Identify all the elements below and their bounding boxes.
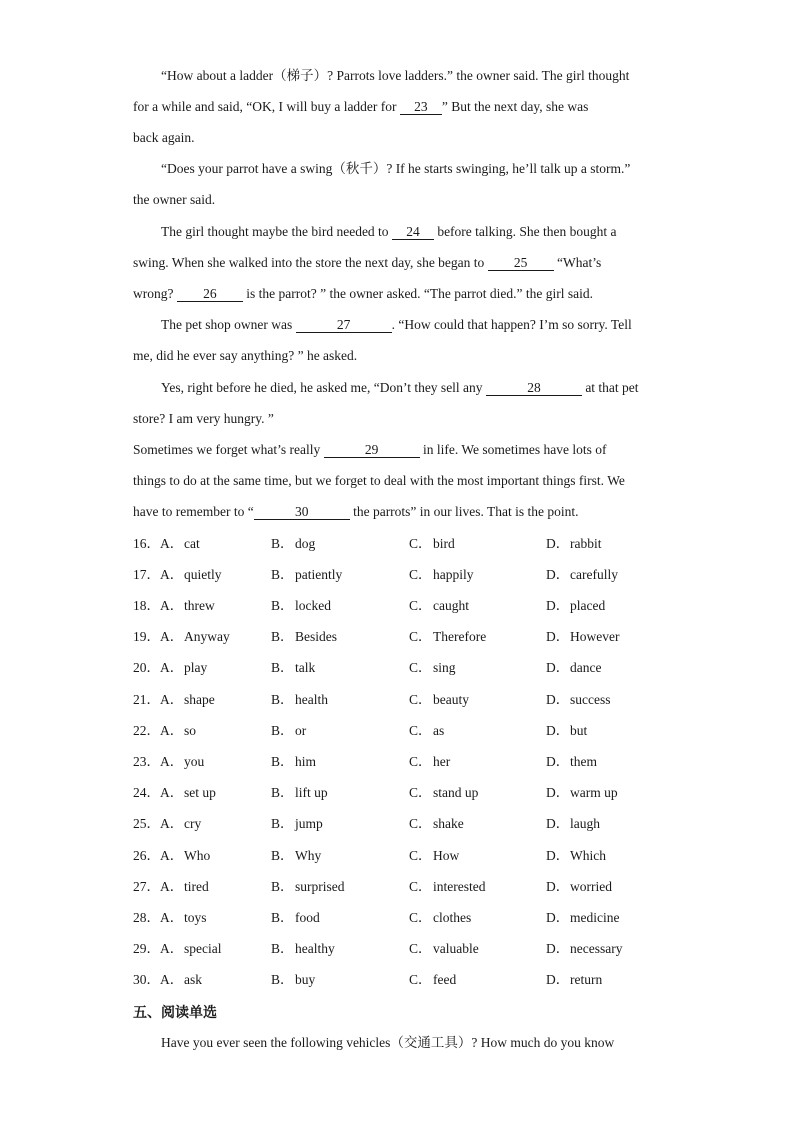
- option-b[interactable]: [271, 690, 328, 710]
- option-text: but: [570, 723, 588, 738]
- option-a[interactable]: [160, 908, 207, 928]
- passage-text: The girl thought maybe the bird needed to: [161, 224, 392, 239]
- option-c[interactable]: [409, 908, 471, 928]
- passage-line: [133, 190, 673, 210]
- option-b[interactable]: [271, 658, 315, 678]
- section-title: 五、阅读单选: [133, 1005, 217, 1021]
- blank-23: 23: [400, 99, 442, 115]
- option-b[interactable]: [271, 565, 342, 585]
- option-letter: C．: [409, 785, 432, 800]
- option-letter: B．: [271, 629, 294, 644]
- option-b[interactable]: [271, 814, 323, 834]
- question-number: 24．: [133, 785, 160, 800]
- option-text: laugh: [570, 816, 600, 831]
- option-letter: C．: [409, 941, 432, 956]
- passage-text: Yes, right before he died, he asked me, “Don’t they sell any: [161, 380, 486, 395]
- question-row: [133, 783, 673, 803]
- option-text: surprised: [295, 879, 345, 894]
- passage-text: swing. When she walked into the store the next day, she began to: [133, 255, 488, 270]
- option-letter: A．: [160, 816, 184, 831]
- option-b[interactable]: [271, 627, 337, 647]
- option-a[interactable]: [160, 752, 204, 772]
- option-text: them: [570, 754, 597, 769]
- option-letter: A．: [160, 723, 184, 738]
- option-c[interactable]: [409, 939, 479, 959]
- question-number: 27．: [133, 879, 160, 894]
- option-letter: B．: [271, 785, 294, 800]
- option-c[interactable]: [409, 534, 455, 554]
- option-text: quietly: [184, 567, 222, 582]
- option-c[interactable]: [409, 783, 478, 803]
- passage-text: is the parrot? ” the owner asked. “The parrot died.” the girl said.: [242, 286, 593, 301]
- option-text: stand up: [433, 785, 479, 800]
- question-number: 23．: [133, 754, 160, 769]
- passage-line: [133, 471, 673, 491]
- option-text: locked: [295, 598, 331, 613]
- option-text: play: [184, 660, 208, 675]
- option-d[interactable]: [546, 565, 618, 585]
- option-letter: B．: [271, 536, 294, 551]
- option-letter: C．: [409, 660, 432, 675]
- option-a[interactable]: [160, 814, 201, 834]
- option-b[interactable]: [271, 596, 331, 616]
- question-number: 25．: [133, 816, 160, 831]
- option-text: or: [295, 723, 307, 738]
- option-text: as: [433, 723, 445, 738]
- option-letter: C．: [409, 816, 432, 831]
- option-letter: B．: [271, 816, 294, 831]
- option-text: so: [184, 723, 197, 738]
- option-text: happily: [433, 567, 474, 582]
- option-letter: A．: [160, 848, 184, 863]
- option-letter: D．: [546, 567, 570, 582]
- section-intro: Have you ever seen the following vehicles（交通工具）? How much do you know: [161, 1035, 615, 1050]
- passage-line: [161, 378, 701, 398]
- passage-text: The pet shop owner was: [161, 317, 296, 332]
- option-text: talk: [295, 660, 316, 675]
- option-a[interactable]: [160, 783, 216, 803]
- option-letter: A．: [160, 972, 184, 987]
- option-d[interactable]: [546, 596, 605, 616]
- option-a[interactable]: [160, 627, 230, 647]
- option-d[interactable]: [546, 939, 622, 959]
- option-letter: B．: [271, 879, 294, 894]
- question-number: 29．: [133, 941, 160, 956]
- question-row: [133, 565, 673, 585]
- passage-text: the owner said.: [133, 192, 216, 207]
- option-letter: D．: [546, 754, 570, 769]
- question-number: 16．: [133, 536, 160, 551]
- passage-line: [161, 66, 701, 86]
- option-text: Besides: [295, 629, 337, 644]
- question-row: [133, 721, 673, 741]
- option-text: bird: [433, 536, 455, 551]
- option-letter: D．: [546, 660, 570, 675]
- passage-text: the parrots” in our lives. That is the point.: [349, 504, 579, 519]
- option-letter: B．: [271, 692, 294, 707]
- option-c[interactable]: [409, 627, 486, 647]
- option-letter: D．: [546, 598, 570, 613]
- option-letter: B．: [271, 941, 294, 956]
- option-a[interactable]: [160, 846, 210, 866]
- option-d[interactable]: [546, 814, 600, 834]
- option-text: carefully: [570, 567, 618, 582]
- passage-line: [133, 409, 673, 429]
- option-c[interactable]: [409, 970, 456, 990]
- question-row: [133, 939, 673, 959]
- option-text: success: [570, 692, 611, 707]
- option-letter: D．: [546, 816, 570, 831]
- option-text: her: [433, 754, 451, 769]
- option-d[interactable]: [546, 783, 618, 803]
- option-text: clothes: [433, 910, 472, 925]
- question-row: [133, 970, 673, 990]
- passage-line: [161, 222, 701, 242]
- option-letter: A．: [160, 785, 184, 800]
- option-text: Anyway: [184, 629, 230, 644]
- option-letter: B．: [271, 723, 294, 738]
- passage-text: store? I am very hungry. ”: [133, 411, 274, 426]
- option-text: health: [295, 692, 328, 707]
- option-a[interactable]: [160, 721, 196, 741]
- option-letter: D．: [546, 879, 570, 894]
- option-letter: A．: [160, 598, 184, 613]
- option-text: food: [295, 910, 320, 925]
- passage-text: things to do at the same time, but we forget to deal with the most important things first. We: [133, 473, 625, 488]
- option-letter: D．: [546, 723, 570, 738]
- option-c[interactable]: [409, 846, 459, 866]
- option-text: rabbit: [570, 536, 602, 551]
- question-number: 21．: [133, 692, 160, 707]
- option-text: However: [570, 629, 620, 644]
- option-b[interactable]: [271, 721, 306, 741]
- option-letter: C．: [409, 536, 432, 551]
- option-a[interactable]: [160, 690, 215, 710]
- option-text: you: [184, 754, 205, 769]
- option-a[interactable]: [160, 596, 215, 616]
- passage-text: “What’s: [553, 255, 602, 270]
- option-text: Who: [184, 848, 211, 863]
- option-letter: C．: [409, 723, 432, 738]
- option-text: set up: [184, 785, 216, 800]
- option-text: cry: [184, 816, 202, 831]
- option-c[interactable]: [409, 596, 469, 616]
- option-letter: B．: [271, 910, 294, 925]
- option-c[interactable]: [409, 565, 474, 585]
- option-a[interactable]: [160, 534, 200, 554]
- option-text: patiently: [295, 567, 343, 582]
- option-b[interactable]: [271, 783, 328, 803]
- question-number: 26．: [133, 848, 160, 863]
- option-c[interactable]: [409, 658, 456, 678]
- option-text: medicine: [570, 910, 620, 925]
- option-text: tired: [184, 879, 209, 894]
- passage-line: [133, 440, 673, 460]
- passage-line: [161, 315, 701, 335]
- question-number: 17．: [133, 567, 160, 582]
- passage-text: have to remember to “: [133, 504, 254, 519]
- option-letter: B．: [271, 972, 294, 987]
- question-row: [133, 846, 673, 866]
- option-d[interactable]: [546, 534, 602, 554]
- option-text: caught: [433, 598, 469, 613]
- option-c[interactable]: [409, 877, 485, 897]
- option-letter: B．: [271, 660, 294, 675]
- option-text: warm up: [570, 785, 618, 800]
- option-letter: D．: [546, 941, 570, 956]
- question-row: [133, 752, 673, 772]
- blank-28: 28: [486, 380, 582, 396]
- passage-line: [133, 502, 673, 522]
- option-letter: D．: [546, 785, 570, 800]
- question-number: 20．: [133, 660, 160, 675]
- option-d[interactable]: [546, 846, 606, 866]
- passage-line: [133, 253, 673, 273]
- option-text: buy: [295, 972, 316, 987]
- passage-text: Sometimes we forget what’s really: [133, 442, 324, 457]
- option-a[interactable]: [160, 970, 202, 990]
- option-b[interactable]: [271, 877, 345, 897]
- passage-text: at that pet: [581, 380, 639, 395]
- option-b[interactable]: [271, 846, 321, 866]
- option-text: ask: [184, 972, 202, 987]
- passage-text: in life. We sometimes have lots of: [419, 442, 607, 457]
- question-row: [133, 814, 673, 834]
- question-row: [133, 596, 673, 616]
- option-a[interactable]: [160, 658, 207, 678]
- passage-text: before talking. She then bought a: [433, 224, 617, 239]
- option-text: jump: [295, 816, 323, 831]
- option-letter: A．: [160, 754, 184, 769]
- option-text: lift up: [295, 785, 328, 800]
- option-d[interactable]: [546, 752, 597, 772]
- option-d[interactable]: [546, 908, 619, 928]
- blank-25: 25: [488, 255, 554, 271]
- question-row: [133, 534, 673, 554]
- blank-29: 29: [324, 442, 420, 458]
- option-letter: D．: [546, 972, 570, 987]
- option-letter: C．: [409, 972, 432, 987]
- option-letter: C．: [409, 910, 432, 925]
- option-text: shake: [433, 816, 464, 831]
- question-number: 18．: [133, 598, 160, 613]
- option-b[interactable]: [271, 908, 320, 928]
- option-text: worried: [570, 879, 612, 894]
- option-text: Why: [295, 848, 322, 863]
- option-letter: D．: [546, 910, 570, 925]
- option-letter: A．: [160, 567, 184, 582]
- option-c[interactable]: [409, 814, 464, 834]
- option-text: sing: [433, 660, 456, 675]
- option-a[interactable]: [160, 565, 222, 585]
- option-c[interactable]: [409, 690, 469, 710]
- option-b[interactable]: [271, 939, 335, 959]
- option-letter: A．: [160, 692, 184, 707]
- question-row: [133, 908, 673, 928]
- option-letter: A．: [160, 660, 184, 675]
- option-text: Therefore: [433, 629, 487, 644]
- option-c[interactable]: [409, 752, 450, 772]
- option-text: cat: [184, 536, 200, 551]
- option-letter: D．: [546, 692, 570, 707]
- option-letter: B．: [271, 598, 294, 613]
- option-text: How: [433, 848, 460, 863]
- option-letter: C．: [409, 692, 432, 707]
- option-letter: B．: [271, 848, 294, 863]
- option-letter: C．: [409, 598, 432, 613]
- option-text: beauty: [433, 692, 469, 707]
- option-letter: A．: [160, 536, 184, 551]
- blank-27: 27: [296, 317, 392, 333]
- option-text: dance: [570, 660, 602, 675]
- option-text: valuable: [433, 941, 479, 956]
- blank-26: 26: [177, 286, 243, 302]
- option-text: necessary: [570, 941, 623, 956]
- option-d[interactable]: [546, 721, 587, 741]
- passage-line: [133, 128, 673, 148]
- option-letter: A．: [160, 879, 184, 894]
- option-b[interactable]: [271, 752, 316, 772]
- option-b[interactable]: [271, 970, 315, 990]
- option-letter: C．: [409, 629, 432, 644]
- option-text: special: [184, 941, 222, 956]
- option-letter: C．: [409, 754, 432, 769]
- passage-text: . “How could that happen? I’m so sorry. Tell: [391, 317, 632, 332]
- option-text: shape: [184, 692, 215, 707]
- option-text: placed: [570, 598, 606, 613]
- option-text: threw: [184, 598, 215, 613]
- question-number: 19．: [133, 629, 160, 644]
- question-number: 30．: [133, 972, 160, 987]
- passage-text: “How about a ladder（梯子）? Parrots love ladders.” the owner said. The girl thought: [161, 68, 630, 83]
- option-text: return: [570, 972, 603, 987]
- passage-text: back again.: [133, 130, 195, 145]
- blank-24: 24: [392, 224, 434, 240]
- passage-line: [161, 159, 701, 179]
- option-letter: A．: [160, 941, 184, 956]
- question-row: [133, 690, 673, 710]
- question-number: 28．: [133, 910, 160, 925]
- option-letter: B．: [271, 754, 294, 769]
- question-row: [133, 627, 673, 647]
- option-text: Which: [570, 848, 606, 863]
- option-letter: C．: [409, 848, 432, 863]
- option-letter: C．: [409, 879, 432, 894]
- option-d[interactable]: [546, 690, 611, 710]
- option-d[interactable]: [546, 658, 601, 678]
- option-text: healthy: [295, 941, 335, 956]
- option-text: feed: [433, 972, 457, 987]
- passage-line: [133, 97, 673, 117]
- option-text: dog: [295, 536, 316, 551]
- question-number: 22．: [133, 723, 160, 738]
- option-letter: D．: [546, 629, 570, 644]
- option-d[interactable]: [546, 877, 612, 897]
- option-letter: C．: [409, 567, 432, 582]
- option-d[interactable]: [546, 970, 602, 990]
- option-letter: A．: [160, 910, 184, 925]
- option-letter: B．: [271, 567, 294, 582]
- passage-text: ” But the next day, she was: [441, 99, 589, 114]
- blank-30: 30: [254, 504, 350, 520]
- option-letter: D．: [546, 848, 570, 863]
- option-a[interactable]: [160, 877, 209, 897]
- question-row: [133, 877, 673, 897]
- option-letter: A．: [160, 629, 184, 644]
- option-b[interactable]: [271, 534, 315, 554]
- option-letter: D．: [546, 536, 570, 551]
- passage-text: for a while and said, “OK, I will buy a ladder for: [133, 99, 400, 114]
- passage-line: [133, 284, 673, 304]
- option-d[interactable]: [546, 627, 619, 647]
- passage-text: me, did he ever say anything? ” he asked.: [133, 348, 358, 363]
- question-row: [133, 658, 673, 678]
- option-c[interactable]: [409, 721, 444, 741]
- option-text: interested: [433, 879, 486, 894]
- option-text: toys: [184, 910, 207, 925]
- option-a[interactable]: [160, 939, 221, 959]
- passage-line: [133, 346, 673, 366]
- option-text: him: [295, 754, 317, 769]
- passage-text: “Does your parrot have a swing（秋千）? If he starts swinging, he’ll talk up a storm.”: [161, 161, 631, 176]
- passage-text: wrong?: [133, 286, 177, 301]
